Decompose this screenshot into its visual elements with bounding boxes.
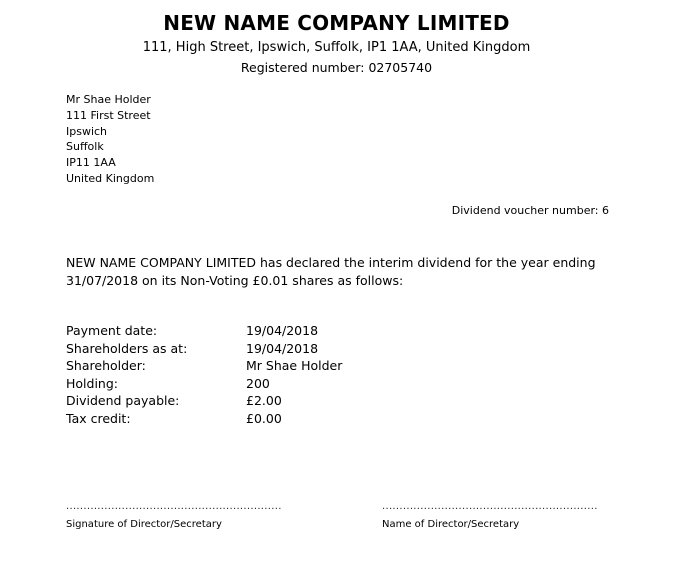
dividend-details: [66, 322, 446, 428]
detail-label: Shareholders as at:: [66, 340, 188, 356]
detail-row-payment-date: [66, 322, 446, 340]
detail-value: £0.00: [246, 410, 282, 426]
detail-label: Dividend payable:: [66, 393, 180, 409]
signature-line: ..............................................................: [66, 501, 282, 512]
detail-label: Holding:: [66, 375, 118, 391]
dividend-statement: NEW NAME COMPANY LIMITED has declared the interim dividend for the year ending 31/07/2018 on its Non-Voting £0.01 shares as follows:: [66, 255, 596, 288]
detail-row-tax-credit: [66, 410, 446, 428]
detail-value: 19/04/2018: [246, 323, 319, 338]
detail-row-dividend-payable: [66, 392, 446, 410]
recipient-town: Ipswich: [66, 124, 108, 138]
name-label: Name of Director/Secretary: [382, 519, 520, 530]
name-line: ..............................................................: [382, 501, 598, 512]
recipient-postcode: IP11 1AA: [66, 156, 116, 170]
letterhead: [0, 10, 673, 77]
recipient-county: Suffolk: [66, 140, 104, 154]
detail-row-holding: [66, 375, 446, 393]
detail-row-shareholders-as-at: [66, 340, 446, 358]
detail-label: Tax credit:: [66, 410, 131, 426]
detail-value: £2.00: [246, 393, 282, 409]
detail-row-shareholder: [66, 357, 446, 375]
recipient-name: Mr Shae Holder: [66, 93, 151, 106]
registered-number: Registered number: 02705740: [240, 60, 433, 75]
voucher-number: Dividend voucher number: 6: [451, 204, 609, 217]
recipient-country: United Kingdom: [66, 171, 155, 185]
detail-label: Shareholder:: [66, 358, 146, 374]
director-signature-block: [66, 500, 282, 532]
recipient-address: [66, 92, 154, 187]
director-name-block: [382, 500, 598, 532]
company-address: 111, High Street, Ipswich, Suffolk, IP1 1AA, United Kingdom: [142, 40, 531, 55]
detail-value: Mr Shae Holder: [246, 358, 343, 374]
detail-value: 200: [246, 375, 270, 391]
company-name: NEW NAME COMPANY LIMITED: [163, 11, 510, 35]
detail-label: Payment date:: [66, 323, 158, 338]
recipient-street: 111 First Street: [66, 108, 151, 122]
signature-label: Signature of Director/Secretary: [66, 519, 222, 530]
detail-value: 19/04/2018: [246, 340, 319, 356]
